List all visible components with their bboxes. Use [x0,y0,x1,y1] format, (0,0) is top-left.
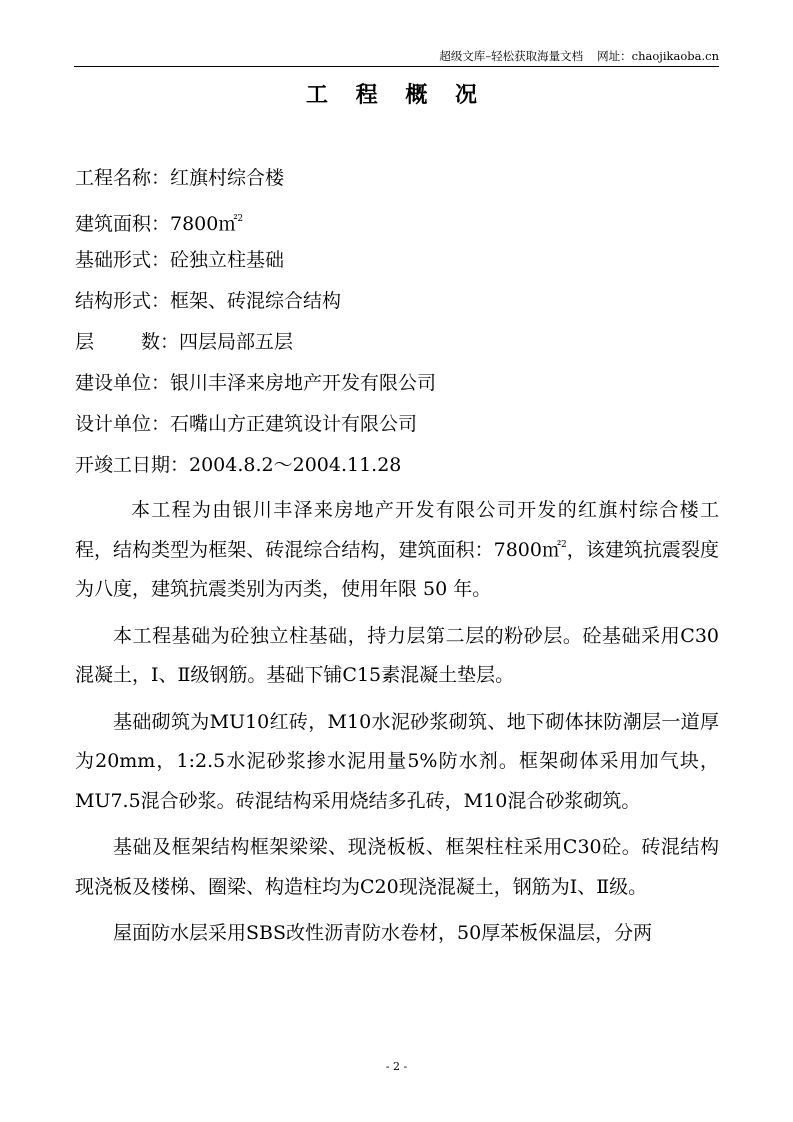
area-text: 建筑面积：7800㎡ [75,213,238,235]
paragraph-4: 基础及框架结构框架梁梁、现浇板板、框架柱柱采用C30砼。砖混结构现浇板及楼梯、圈梁、构造柱均为C20现浇混凝土，钢筋为Ⅰ、Ⅱ级。 [75,836,719,898]
paragraph-3: 基础砌筑为MU10红砖，M10水泥砂浆砌筑、地下砌体抹防潮层一道厚为20mm，1:2.5水泥砂浆掺水泥用量5%防水剂。框架砌体采用加气块，MU7.5混合砂浆。砖混结构采用烧结多孔砖，M10混合砂浆砌筑。 [75,710,719,812]
project-name-line: 工程名称：红旗村综合楼 [75,167,285,189]
floors-label: 层 [75,331,95,353]
paragraph-5: 屋面防水层采用SBS改性沥青防水卷材，50厚苯板保温层，分两 [113,922,653,944]
foundation-line: 基础形式：砼独立柱基础 [75,249,285,271]
header-url-label: 网址： [597,49,632,63]
page-title: 工 程 概 况 [306,82,487,108]
structure-line: 结构形式：框架、砖混综合结构 [75,290,342,312]
header-text [439,48,719,64]
schedule-line: 开竣工日期：2004.8.2～2004.11.28 [75,454,402,476]
floors-value: 数：四层局部五层 [141,331,294,353]
paragraph-1-text-a: 本工程为由银川丰泽来房地产开发有限公司开发的红旗村综合楼工程，结构类型为框架、砖混综合结构，建筑面积：7800㎡ [75,499,719,561]
paragraph-2: 本工程基础为砼独立柱基础，持力层第二层的粉砂层。砼基础采用C30混凝土，Ⅰ、Ⅱ级钢筋。基础下铺C15素混凝土垫层。 [75,624,719,686]
paragraph-1-superscript: 2 [561,539,567,550]
header-url[interactable]: chaojikaoba.cn [631,49,719,63]
project-info [75,158,725,486]
area-superscript: 2 [237,214,244,224]
header-site-name: 超级文库–轻松获取海量文档 [439,49,584,63]
designer-line: 设计单位：石嘴山方正建筑设计有限公司 [75,413,418,435]
page-header [74,40,719,67]
area-line [75,199,725,240]
builder-line: 建设单位：银川丰泽来房地产开发有限公司 [75,372,437,394]
body-text [75,491,719,961]
floors-line [75,322,725,363]
page-number: - 2 - [385,1060,408,1073]
paragraph-1-text-b: ，该建筑抗震裂度为八度，建筑抗震类别为丙类，使用年限 50 年。 [75,538,719,600]
paragraph-1 [75,491,719,610]
